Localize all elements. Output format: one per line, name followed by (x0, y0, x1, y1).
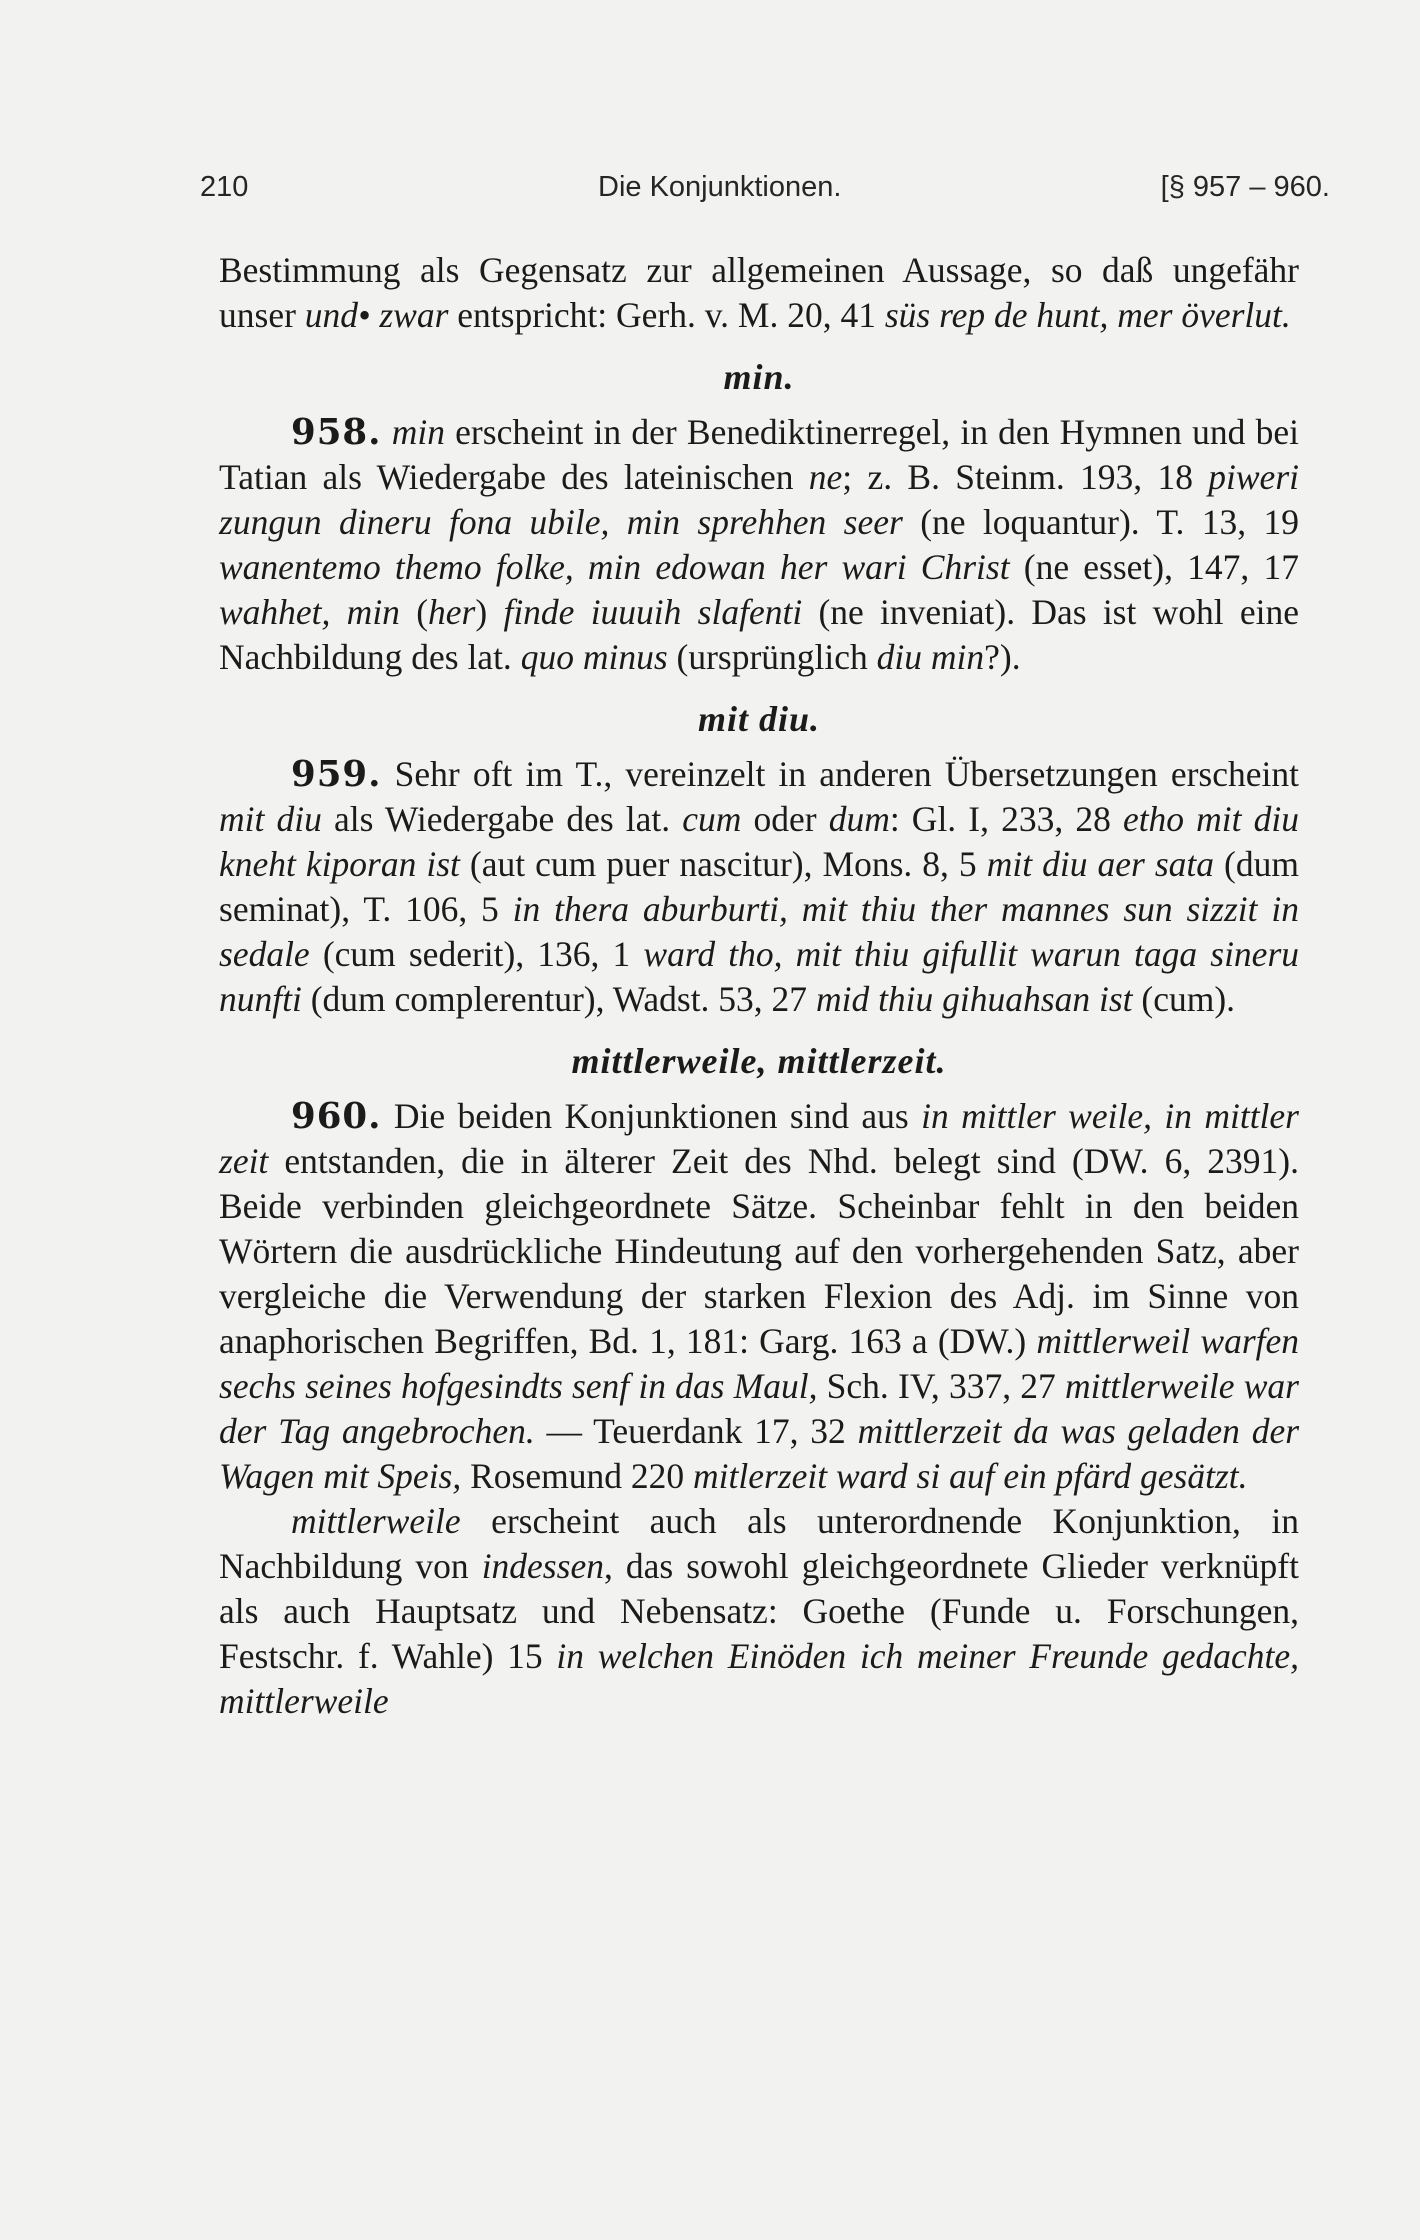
section-number-958: 958. (291, 412, 382, 453)
section-number-959: 959. (291, 754, 382, 795)
italic-run: etho mit diu kneht kiporan ist (219, 799, 1299, 884)
body-text (219, 248, 1299, 1724)
heading-min: min. (723, 357, 795, 397)
italic-run: cum (682, 799, 742, 839)
section-number-960: 960. (291, 1096, 382, 1137)
italic-run: in mittler weile, in mittler zeit (219, 1096, 1299, 1181)
italic-run: mid thiu gihuahsan ist (815, 979, 1133, 1019)
italic-run: mitlerzeit ward si auf ein pfärd gesätzt. (693, 1456, 1248, 1496)
text-run: ) (475, 592, 504, 632)
page-number: 210 (200, 171, 249, 203)
text-run: : Gl. I, 233, 28 (889, 799, 1123, 839)
italic-run: mit diu (219, 799, 322, 839)
italic-run: in welchen Einöden ich meiner Freunde gedachte, mittlerweile (219, 1636, 1299, 1721)
italic-run: finde iuuuih slafenti (503, 592, 803, 632)
italic-run: mittlerweil warfen sechs seines hofgesindts senf in das Maul, (219, 1321, 1300, 1406)
text-run: entspricht: Gerh. v. M. 20, 41 (448, 295, 885, 335)
italic-run: in thera aburburti, mit thiu ther mannes sun sizzit in sedale (219, 889, 1299, 974)
text-run: , das sowohl gleichgeordnete Glieder verknüpft als auch Hauptsatz und Nebensatz: Goethe (Funde u. Forschungen, Festschr. f. Wahle) 15 (219, 1546, 1299, 1676)
text-run: (cum). (1132, 979, 1236, 1019)
paragraph-intro (219, 248, 1299, 338)
italic-run: min (391, 412, 445, 452)
text-run: ; z. B. Steinm. 193, 18 (842, 457, 1209, 497)
text-run: Die beiden Konjunktionen sind aus (381, 1096, 922, 1136)
italic-run: süs rep de hunt, mer överlut. (884, 295, 1291, 335)
italic-run: ward tho, mit thiu gifullit warun taga sineru nunfti (219, 934, 1300, 1019)
text-run: (ne loquantur). T. 13, 19 (902, 502, 1299, 542)
italic-run: mittlerweile war der Tag angebrochen. (219, 1366, 1299, 1451)
italic-run: piweri zungun dineru fona ubile, min sprehhen seer (219, 457, 1299, 542)
italic-run: mittlerzeit da was geladen der Wagen mit Speis, (219, 1411, 1300, 1496)
italic-run: indessen (481, 1546, 604, 1586)
italic-run: wanentemo themo folke, min edowan her wari Christ (219, 547, 1010, 587)
text-run: erscheint auch als unterordnende Konjunktion, in Nachbildung von (219, 1501, 1299, 1586)
section-range: [§ 957 – 960. (1160, 171, 1330, 203)
text-run: oder (741, 799, 829, 839)
text-run: erscheint in der Benediktinerregel, in den Hymnen und bei Tatian als Wiedergabe des lateinischen (219, 412, 1299, 497)
text-run: ?). (984, 637, 1021, 677)
text-run: Rosemund 220 (461, 1456, 693, 1496)
text-run (381, 412, 391, 452)
text-run: entstanden, die in älterer Zeit des Nhd. belegt sind (DW. 6, 2391). Beide verbinden gleichgeordnete Sätze. Scheinbar fehlt in den beiden Wörtern die ausdrückliche Hindeutung auf den vorhergehenden Satz, aber vergleiche die Verwendung der starken Flexion des Adj. im Sinne von anaphorischen Begriffen, Bd. 1, 181: Garg. 163 a (DW.) (219, 1141, 1299, 1361)
paragraph-960-continued (219, 1499, 1299, 1724)
text-run: ( (399, 592, 429, 632)
italic-run: wahhet, min (219, 592, 400, 632)
paragraph-960 (219, 1094, 1299, 1499)
heading-mittlerweile: mittlerweile, mittlerzeit. (571, 1041, 947, 1081)
text-run: (aut cum puer nascitur), Mons. 8, 5 (459, 844, 987, 884)
text-run: — Teuerdank 17, 32 (534, 1411, 858, 1451)
text-run: (ne esset), 147, 17 (1009, 547, 1299, 587)
italic-run: mit diu aer sata (986, 844, 1215, 884)
text-run: Bestimmung als Gegensatz zur allgemeinen Aussage, so daß ungefähr unser (219, 250, 1299, 335)
running-header (200, 165, 1330, 209)
running-title: Die Konjunktionen. (598, 171, 842, 203)
text-run: als Wiedergabe des lat. (321, 799, 683, 839)
italic-run: mittlerweile (291, 1501, 461, 1541)
text-run: Sch. IV, 337, 27 (817, 1366, 1065, 1406)
paragraph-959 (219, 752, 1299, 1022)
paragraph-958 (219, 410, 1299, 680)
italic-run: diu min (876, 637, 985, 677)
italic-run: ne (808, 457, 843, 497)
text-run: (dum complerentur), Wadst. 53, 27 (301, 979, 816, 1019)
text-run: (ne inveniat). Das ist wohl eine Nachbildung des lat. (219, 592, 1299, 677)
text-run: Sehr oft im T., vereinzelt in anderen Übersetzungen erscheint (381, 754, 1299, 794)
heading-mit-diu: mit diu. (697, 699, 821, 739)
italic-run: her (428, 592, 476, 632)
text-run: (ursprünglich (667, 637, 877, 677)
italic-run: dum (828, 799, 890, 839)
italic-run: quo minus (520, 637, 668, 677)
italic-run: und• zwar (304, 295, 449, 335)
text-run: (cum sederit), 136, 1 (309, 934, 644, 974)
text-run: (dum seminat), T. 106, 5 (219, 844, 1299, 929)
